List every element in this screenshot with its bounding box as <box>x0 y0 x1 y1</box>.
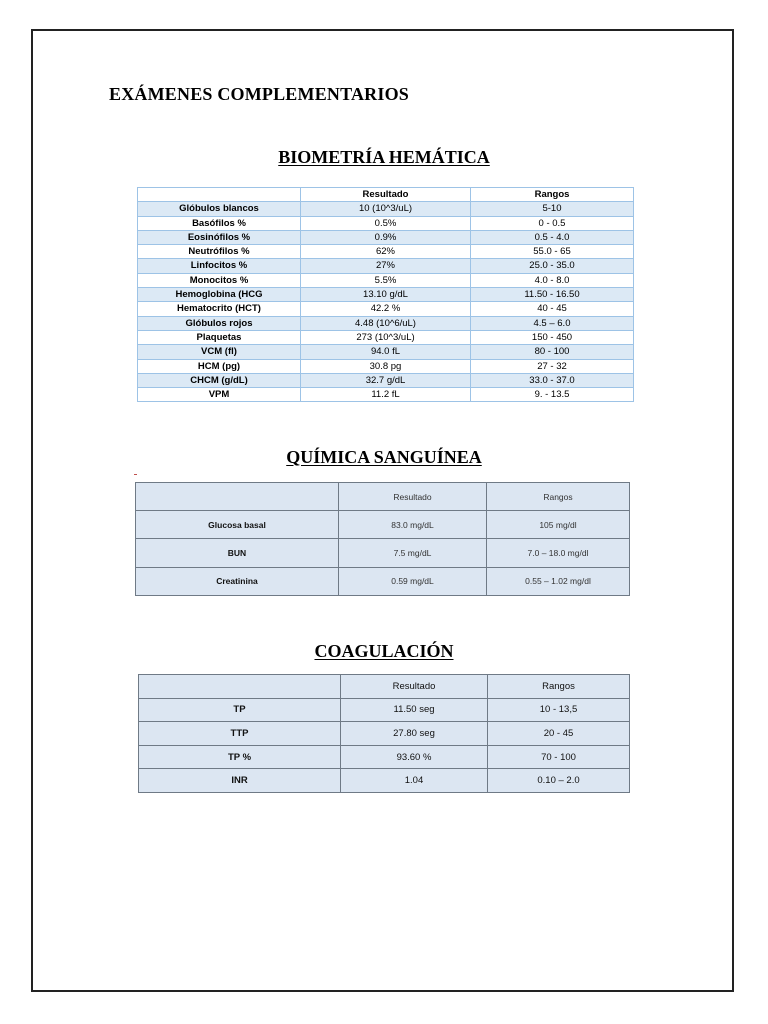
table-row <box>138 359 634 373</box>
range-cell: 70 - 100 <box>488 745 630 769</box>
table-row <box>138 273 634 287</box>
result-cell: 0.59 mg/dL <box>339 567 487 595</box>
range-cell: 0.55 – 1.02 mg/dl <box>487 567 630 595</box>
table-header-row <box>139 675 630 699</box>
result-cell: 42.2 % <box>301 302 471 316</box>
label-cell: Hemoglobina (HCG <box>138 288 301 302</box>
range-cell: 33.0 - 37.0 <box>471 373 634 387</box>
section-title-biometria: BIOMETRÍA HEMÁTICA <box>278 147 490 167</box>
table-row <box>138 216 634 230</box>
label-cell: VPM <box>138 388 301 402</box>
label-cell: Hematocrito (HCT) <box>138 302 301 316</box>
table-header-row <box>138 188 634 202</box>
table-header-row <box>136 483 630 511</box>
table-row <box>138 259 634 273</box>
result-cell: 27.80 seg <box>341 722 488 746</box>
table-row <box>136 567 630 595</box>
table-row <box>138 373 634 387</box>
result-cell: 94.0 fL <box>301 345 471 359</box>
result-cell: 13.10 g/dL <box>301 288 471 302</box>
label-cell: Glóbulos rojos <box>138 316 301 330</box>
range-cell: 150 - 450 <box>471 330 634 344</box>
header-cell <box>138 188 301 202</box>
table-row <box>138 288 634 302</box>
label-cell: Eosinófilos % <box>138 230 301 244</box>
range-cell: 20 - 45 <box>488 722 630 746</box>
section-title-coagulacion: COAGULACIÓN <box>314 641 454 661</box>
table-row <box>138 202 634 216</box>
range-cell: 27 - 32 <box>471 359 634 373</box>
result-cell: 93.60 % <box>341 745 488 769</box>
table-row <box>139 745 630 769</box>
table-row <box>139 698 630 722</box>
result-cell: 11.50 seg <box>341 698 488 722</box>
label-cell: TP % <box>139 745 341 769</box>
page-title: EXÁMENES COMPLEMENTARIOS <box>109 84 409 104</box>
result-cell: 4.48 (10^6/uL) <box>301 316 471 330</box>
label-cell: BUN <box>136 539 339 567</box>
header-cell: Rangos <box>471 188 634 202</box>
label-cell: Glóbulos blancos <box>138 202 301 216</box>
range-cell: 0.10 – 2.0 <box>488 769 630 793</box>
table-row <box>138 345 634 359</box>
section-title-quimica: QUÍMICA SANGUÍNEA <box>286 447 482 467</box>
label-cell: Neutrófilos % <box>138 245 301 259</box>
table-row <box>138 316 634 330</box>
range-cell: 40 - 45 <box>471 302 634 316</box>
label-cell: HCM (pg) <box>138 359 301 373</box>
coagulacion-table <box>138 674 630 793</box>
result-cell: 1.04 <box>341 769 488 793</box>
label-cell: Plaquetas <box>138 330 301 344</box>
result-cell: 7.5 mg/dL <box>339 539 487 567</box>
label-cell: CHCM (g/dL) <box>138 373 301 387</box>
result-cell: 0.9% <box>301 230 471 244</box>
header-cell <box>139 675 341 699</box>
biometria-table <box>137 187 634 402</box>
result-cell: 32.7 g/dL <box>301 373 471 387</box>
decorative-mark <box>134 474 137 475</box>
label-cell: INR <box>139 769 341 793</box>
result-cell: 30.8 pg <box>301 359 471 373</box>
table-row <box>139 722 630 746</box>
header-cell: Rangos <box>487 483 630 511</box>
range-cell: 0 - 0.5 <box>471 216 634 230</box>
label-cell: Creatinina <box>136 567 339 595</box>
table-row <box>139 769 630 793</box>
result-cell: 0.5% <box>301 216 471 230</box>
range-cell: 25.0 - 35.0 <box>471 259 634 273</box>
range-cell: 7.0 – 18.0 mg/dl <box>487 539 630 567</box>
label-cell: TTP <box>139 722 341 746</box>
result-cell: 62% <box>301 245 471 259</box>
table-row <box>138 302 634 316</box>
header-cell: Resultado <box>301 188 471 202</box>
label-cell: VCM (fl) <box>138 345 301 359</box>
range-cell: 10 - 13,5 <box>488 698 630 722</box>
result-cell: 27% <box>301 259 471 273</box>
result-cell: 273 (10^3/uL) <box>301 330 471 344</box>
header-cell: Resultado <box>341 675 488 699</box>
table-row <box>138 330 634 344</box>
range-cell: 105 mg/dl <box>487 511 630 539</box>
quimica-table <box>135 482 630 596</box>
range-cell: 55.0 - 65 <box>471 245 634 259</box>
range-cell: 9. - 13.5 <box>471 388 634 402</box>
table-row <box>138 245 634 259</box>
range-cell: 11.50 - 16.50 <box>471 288 634 302</box>
result-cell: 11.2 fL <box>301 388 471 402</box>
label-cell: Basófilos % <box>138 216 301 230</box>
label-cell: Glucosa basal <box>136 511 339 539</box>
range-cell: 80 - 100 <box>471 345 634 359</box>
header-cell: Rangos <box>488 675 630 699</box>
table-row <box>138 388 634 402</box>
range-cell: 4.0 - 8.0 <box>471 273 634 287</box>
range-cell: 0.5 - 4.0 <box>471 230 634 244</box>
result-cell: 83.0 mg/dL <box>339 511 487 539</box>
header-cell: Resultado <box>339 483 487 511</box>
label-cell: Linfocitos % <box>138 259 301 273</box>
header-cell <box>136 483 339 511</box>
table-row <box>138 230 634 244</box>
result-cell: 10 (10^3/uL) <box>301 202 471 216</box>
result-cell: 5.5% <box>301 273 471 287</box>
label-cell: Monocitos % <box>138 273 301 287</box>
table-row <box>136 511 630 539</box>
range-cell: 5-10 <box>471 202 634 216</box>
range-cell: 4.5 – 6.0 <box>471 316 634 330</box>
label-cell: TP <box>139 698 341 722</box>
table-row <box>136 539 630 567</box>
